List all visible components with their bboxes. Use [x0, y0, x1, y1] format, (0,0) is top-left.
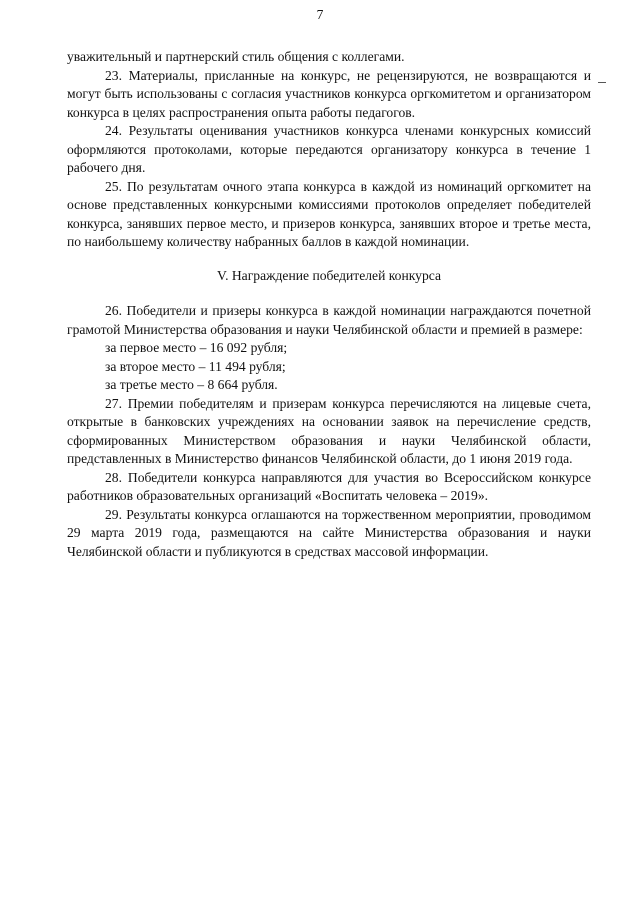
paragraph-28: 28. Победители конкурса направляются для участия во Всероссийском конкурсе работников образовательных организаций «Воспитать человека – 2019». — [67, 469, 591, 503]
document-body — [67, 48, 591, 561]
section-title: V. Награждение победителей конкурса — [217, 267, 441, 283]
prize-first-place: за первое место – 16 092 рубля; — [105, 340, 288, 355]
margin-mark — [598, 82, 606, 83]
page-number: 7 — [316, 7, 324, 22]
paragraph-27: 27. Премии победителям и призерам конкурса перечисляются на лицевые счета, открытые в банковских учреждениях на основании заявок на перечисление средств, сформированных Министерством образования и науки Челябинской области, представленных в Министерство финансов Челябинской области, до 1 июня 2019 года. — [67, 395, 591, 466]
paragraph-26: 26. Победители и призеры конкурса в каждой номинации награждаются почетной грамотой Министерства образования и науки Челябинской области и премией в размере: — [67, 303, 591, 337]
paragraph-23: 23. Материалы, присланные на конкурс, не рецензируются, не возвращаются и могут быть использованы с согласия участников конкурса оргкомитетом и организатором конкурса в целях распространения опыта работы педагогов. — [67, 67, 591, 120]
paragraph-continuation: уважительный и партнерский стиль общения с коллегами. — [67, 49, 405, 64]
paragraph-24: 24. Результаты оценивания участников конкурса членами конкурсных комиссий оформляются протоколами, которые передаются организатору конкурса в течение 1 рабочего дня. — [67, 123, 591, 175]
prize-second-place: за второе место – 11 494 рубля; — [105, 358, 286, 374]
prize-third-place: за третье место – 8 664 рубля. — [105, 377, 278, 392]
paragraph-29: 29. Результаты конкурса оглашаются на торжественном мероприятии, проводимом 29 марта 2019 года, размещаются на сайте Министерства образования и науки Челябинской области и публикуются в средствах массовой информации. — [67, 506, 591, 559]
paragraph-25: 25. По результатам очного этапа конкурса в каждой из номинаций оргкомитет на основе представленных конкурсными комиссиями протоколов определяет победителей конкурса, занявших первое место, и призеров конкурса, занявших второе и третье места, по наибольшему количеству набранных баллов в каждой номинации. — [67, 178, 591, 249]
